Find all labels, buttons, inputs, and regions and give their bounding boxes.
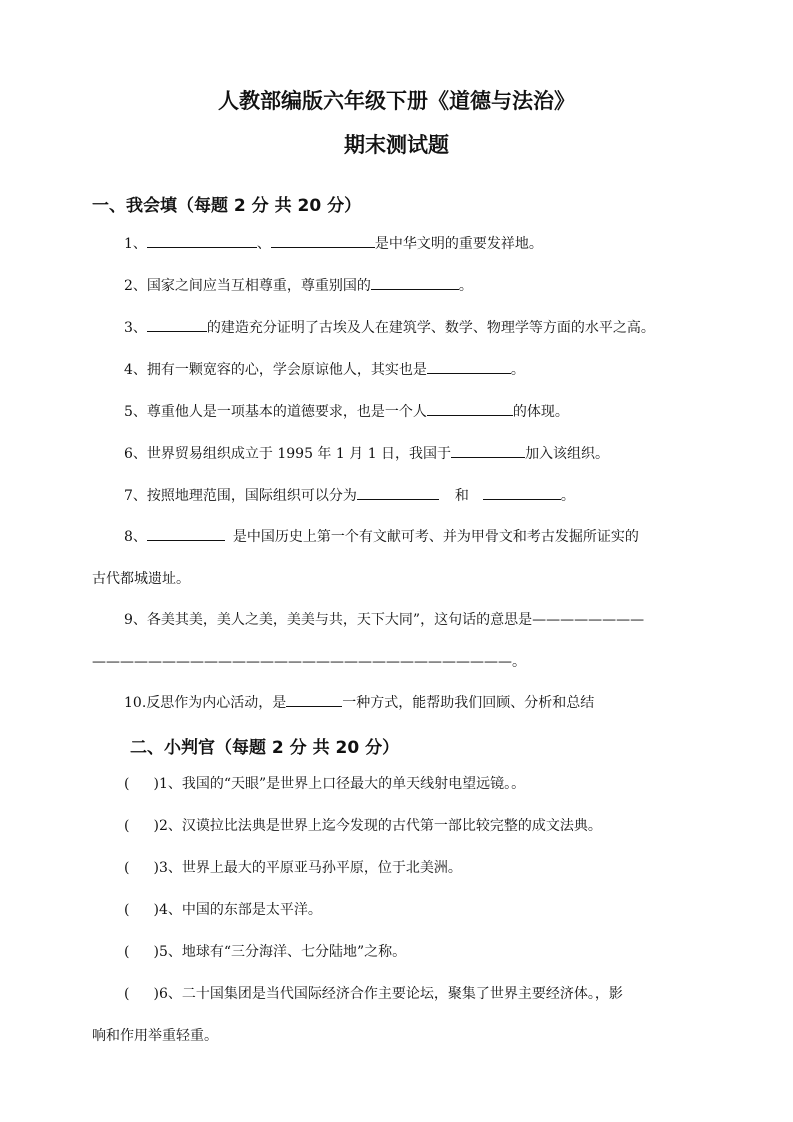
judge-4-paren-open: ( xyxy=(124,902,130,918)
q2-blank[interactable] xyxy=(371,275,459,290)
q1-tail: 是中华文明的重要发祥地。 xyxy=(374,236,543,252)
q7-head: 7、按照地理范围，国际组织可以分为 xyxy=(124,488,357,504)
question-4 xyxy=(124,359,525,380)
q1-number: 1、 xyxy=(124,236,147,252)
q1-blank-2[interactable] xyxy=(271,233,375,248)
judge-item-4 xyxy=(124,900,322,920)
question-3 xyxy=(124,317,655,338)
q1-separator: 、 xyxy=(256,236,271,252)
exam-title: 人教部编版六年级下册《道德与法治》 xyxy=(218,89,575,113)
q10-tail: 一种方式，能帮助我们回顾、分析和总结 xyxy=(342,695,595,711)
q3-tail: 的建造充分证明了古埃及人在建筑学、数学、物理学等方面的水平之高。 xyxy=(206,320,655,336)
judge-item-2 xyxy=(124,816,602,836)
judge-5-paren-close: ) xyxy=(153,944,159,960)
question-9-continued: ——————————————————————————————。 xyxy=(92,654,526,670)
q4-blank[interactable] xyxy=(427,359,511,374)
q8-blank[interactable] xyxy=(147,526,225,541)
judge-1-paren-close: ) xyxy=(153,776,159,792)
q10-blank[interactable] xyxy=(286,692,342,707)
judge-6-paren-close: ) xyxy=(153,986,159,1002)
judge-6-text: 6、二十国集团是当代国际经济合作主要论坛，聚集了世界主要经济体。，影 xyxy=(158,986,623,1002)
q3-blank[interactable] xyxy=(147,317,207,332)
judge-2-text: 2、汉谟拉比法典是世界上迄今发现的古代第一部比较完整的成文法典。 xyxy=(158,818,602,834)
q4-tail: 。 xyxy=(510,362,525,378)
judge-item-1 xyxy=(124,774,525,794)
judge-item-3 xyxy=(124,858,462,878)
q6-blank[interactable] xyxy=(451,443,525,458)
section-2-heading: 二、小判官（每题 2 分 共 20 分） xyxy=(130,738,400,758)
exam-subtitle: 期末测试题 xyxy=(344,133,449,157)
judge-3-paren-close: ) xyxy=(153,860,159,876)
judge-2-paren-open: ( xyxy=(124,818,130,834)
judge-1-text: 1、我国的“天眼”是世界上口径最大的单天线射电望远镜。。 xyxy=(158,776,526,792)
judge-1-paren-open: ( xyxy=(124,776,130,792)
q5-head: 5、尊重他人是一项基本的道德要求，也是一个人 xyxy=(124,404,427,420)
judge-2-paren-close: ) xyxy=(153,818,159,834)
q7-tail: 。 xyxy=(560,488,575,504)
question-2 xyxy=(124,275,473,296)
judge-6-paren-open: ( xyxy=(124,986,130,1002)
q1-blank-1[interactable] xyxy=(147,233,257,248)
question-1 xyxy=(124,233,543,254)
q7-blank-2[interactable] xyxy=(483,485,561,500)
question-9: 9、各美其美，美人之美，美美与共，天下大同”，这句话的意思是———————— xyxy=(124,612,645,628)
judge-3-text: 3、世界上最大的平原亚马孙平原，位于北美洲。 xyxy=(158,860,462,876)
q7-blank-1[interactable] xyxy=(357,485,439,500)
judge-3-paren-open: ( xyxy=(124,860,130,876)
question-10 xyxy=(124,692,594,713)
judge-item-6-continued: 响和作用举重轻重。 xyxy=(92,1028,218,1044)
q3-number: 3、 xyxy=(124,320,147,336)
q5-tail: 的体现。 xyxy=(512,404,569,420)
q2-head: 2、国家之间应当互相尊重，尊重别国的 xyxy=(124,278,371,294)
judge-item-6 xyxy=(124,984,623,1004)
question-5 xyxy=(124,401,569,422)
section-1-heading: 一、我会填（每题 2 分 共 20 分） xyxy=(92,196,362,216)
q2-tail: 。 xyxy=(458,278,473,294)
q7-connector: 和 xyxy=(454,488,469,504)
question-7 xyxy=(124,485,575,506)
q4-head: 4、拥有一颗宽容的心，学会原谅他人，其实也是 xyxy=(124,362,427,378)
q6-tail: 加入该组织。 xyxy=(525,446,610,462)
question-8 xyxy=(124,526,639,547)
q10-head: 10.反思作为内心活动，是 xyxy=(124,695,287,711)
judge-4-paren-close: ) xyxy=(153,902,159,918)
question-6 xyxy=(124,443,609,464)
judge-4-text: 4、中国的东部是太平洋。 xyxy=(158,902,322,918)
q8-tail: 是中国历史上第一个有文献可考、并为甲骨文和考古发掘所证实的 xyxy=(232,529,639,545)
judge-item-5 xyxy=(124,942,406,962)
q6-head: 6、世界贸易组织成立于 1995 年 1 月 1 日，我国于 xyxy=(124,446,452,462)
q8-number: 8、 xyxy=(124,529,147,545)
question-8-continued: 古代都城遗址。 xyxy=(92,571,190,587)
judge-5-paren-open: ( xyxy=(124,944,130,960)
q5-blank[interactable] xyxy=(427,401,513,416)
judge-5-text: 5、地球有“三分海洋、七分陆地”之称。 xyxy=(158,944,407,960)
